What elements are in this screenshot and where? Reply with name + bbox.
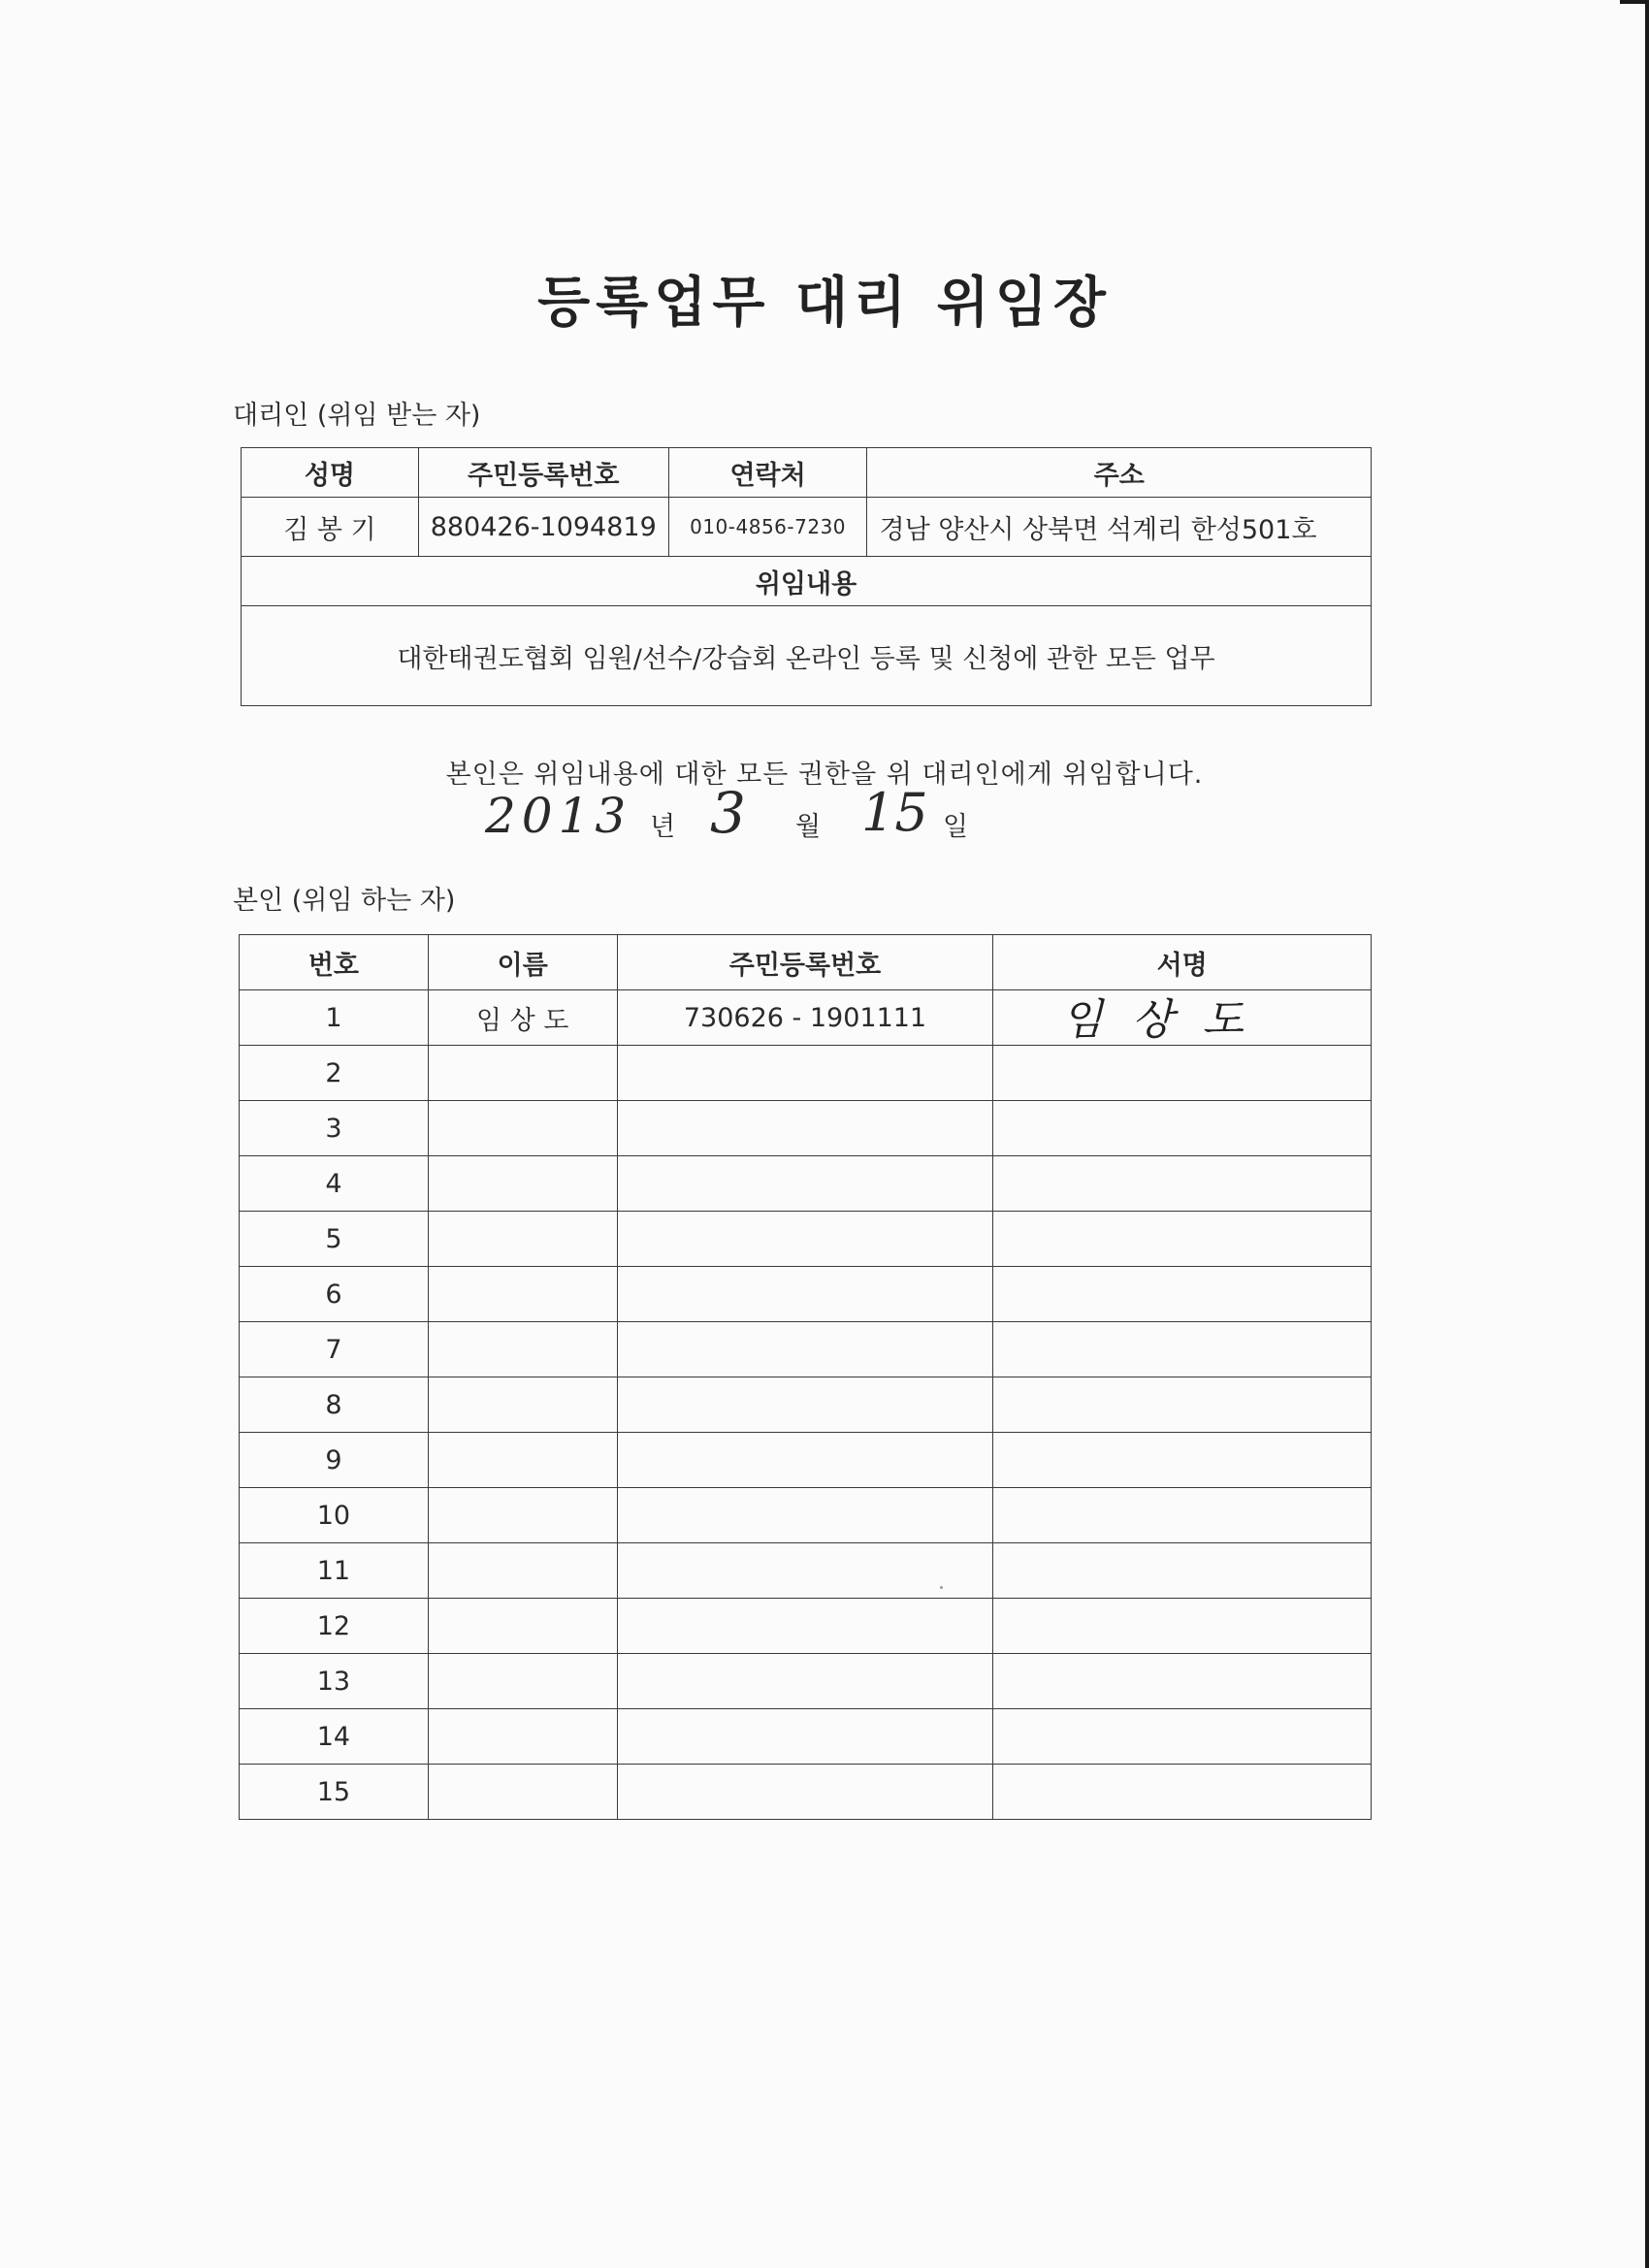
- scan-edge: [1645, 0, 1649, 2268]
- document-title: 등록업무 대리 위임장: [537, 272, 1112, 335]
- row-name: [428, 1543, 617, 1599]
- row-rrn: [617, 1101, 993, 1156]
- scan-edge-top: [1620, 0, 1649, 4]
- row-name: 임 상 도: [428, 990, 617, 1046]
- row-rrn: [617, 1654, 993, 1709]
- row-rrn: [617, 1322, 993, 1377]
- table-row: [240, 1322, 1372, 1377]
- row-rrn: 730626 - 1901111: [617, 990, 993, 1046]
- row-rrn: [617, 1212, 993, 1267]
- delegation-content: 대한태권도협회 임원/선수/강습회 온라인 등록 및 신청에 관한 모든 업무: [242, 606, 1372, 706]
- row-name: [428, 1488, 617, 1543]
- row-number: 15: [240, 1765, 429, 1820]
- agent-phone: 010-4856-7230: [668, 498, 867, 557]
- row-rrn: [617, 1433, 993, 1488]
- row-name: [428, 1212, 617, 1267]
- row-signature: [993, 1488, 1372, 1543]
- row-number: 14: [240, 1709, 429, 1765]
- row-name: [428, 1654, 617, 1709]
- scan-speck: [940, 1586, 943, 1589]
- row-rrn: [617, 1599, 993, 1654]
- table-row: [240, 1046, 1372, 1101]
- date-day: 15: [861, 782, 928, 843]
- table-row: [240, 1599, 1372, 1654]
- row-rrn: [617, 1488, 993, 1543]
- row-signature: [993, 1377, 1372, 1433]
- row-signature: [993, 1212, 1372, 1267]
- row-number: 11: [240, 1543, 429, 1599]
- row-signature: [993, 1709, 1372, 1765]
- row-rrn: [617, 1765, 993, 1820]
- table-row: [240, 1156, 1372, 1212]
- row-signature: [993, 1543, 1372, 1599]
- row-number: 4: [240, 1156, 429, 1212]
- row-signature: [993, 1156, 1372, 1212]
- row-number: 10: [240, 1488, 429, 1543]
- agent-table: [241, 447, 1372, 706]
- row-rrn: [617, 1377, 993, 1433]
- date-month: 3: [710, 780, 746, 846]
- principal-header-signature: 서명: [993, 935, 1372, 990]
- row-name: [428, 1322, 617, 1377]
- row-number: 12: [240, 1599, 429, 1654]
- table-row: [240, 1267, 1372, 1322]
- date-year: 2013: [485, 788, 632, 844]
- row-number: 8: [240, 1377, 429, 1433]
- row-rrn: [617, 1267, 993, 1322]
- table-row: [240, 1377, 1372, 1433]
- row-signature: [993, 1765, 1372, 1820]
- row-signature: [993, 1046, 1372, 1101]
- agent-header-phone: 연락처: [668, 448, 867, 498]
- table-row: [240, 990, 1372, 1046]
- row-rrn: [617, 1046, 993, 1101]
- agent-name: 김 봉 기: [242, 498, 419, 557]
- delegation-header: 위임내용: [242, 557, 1372, 606]
- row-number: 7: [240, 1322, 429, 1377]
- row-name: [428, 1433, 617, 1488]
- row-signature: [993, 1322, 1372, 1377]
- table-row: [240, 1101, 1372, 1156]
- row-signature: [993, 1599, 1372, 1654]
- table-row: [240, 1709, 1372, 1765]
- row-number: 5: [240, 1212, 429, 1267]
- row-number: 3: [240, 1101, 429, 1156]
- principal-section-label: 본인 (위임 하는 자): [233, 886, 456, 916]
- date-row: [485, 780, 1028, 852]
- row-name: [428, 1765, 617, 1820]
- agent-rrn: 880426-1094819: [418, 498, 668, 557]
- row-signature: [993, 1654, 1372, 1709]
- agent-header-name: 성명: [242, 448, 419, 498]
- row-number: 2: [240, 1046, 429, 1101]
- row-name: [428, 1267, 617, 1322]
- table-row: [240, 1488, 1372, 1543]
- row-name: [428, 1709, 617, 1765]
- table-row: [240, 1543, 1372, 1599]
- date-day-unit: 일: [943, 812, 969, 842]
- row-rrn: [617, 1709, 993, 1765]
- date-month-unit: 월: [795, 812, 822, 842]
- row-number: 1: [240, 990, 429, 1046]
- agent-address: 경남 양산시 상북면 석계리 한성501호: [867, 498, 1372, 557]
- table-row: [240, 1765, 1372, 1820]
- principal-header-name: 이름: [428, 935, 617, 990]
- table-row: [240, 1654, 1372, 1709]
- row-name: [428, 1156, 617, 1212]
- agent-header-address: 주소: [867, 448, 1372, 498]
- row-signature: [993, 1101, 1372, 1156]
- row-name: [428, 1101, 617, 1156]
- agent-header-rrn: 주민등록번호: [418, 448, 668, 498]
- row-name: [428, 1377, 617, 1433]
- row-signature: [993, 1267, 1372, 1322]
- principal-header-rrn: 주민등록번호: [617, 935, 993, 990]
- agent-section-label: 대리인 (위임 받는 자): [233, 401, 481, 431]
- row-number: 9: [240, 1433, 429, 1488]
- row-rrn: [617, 1543, 993, 1599]
- delegation-statement: 본인은 위임내용에 대한 모든 권한을 위 대리인에게 위임합니다.: [445, 760, 1204, 790]
- row-number: 6: [240, 1267, 429, 1322]
- table-row: [240, 1433, 1372, 1488]
- table-row: [240, 1212, 1372, 1267]
- row-name: [428, 1046, 617, 1101]
- row-name: [428, 1599, 617, 1654]
- handwritten-signature: 임상도: [1061, 995, 1273, 1045]
- date-year-unit: 년: [650, 812, 676, 842]
- row-signature: [993, 990, 1372, 1046]
- row-signature: [993, 1433, 1372, 1488]
- principal-table: [239, 934, 1372, 1820]
- row-rrn: [617, 1156, 993, 1212]
- row-number: 13: [240, 1654, 429, 1709]
- principal-header-no: 번호: [240, 935, 429, 990]
